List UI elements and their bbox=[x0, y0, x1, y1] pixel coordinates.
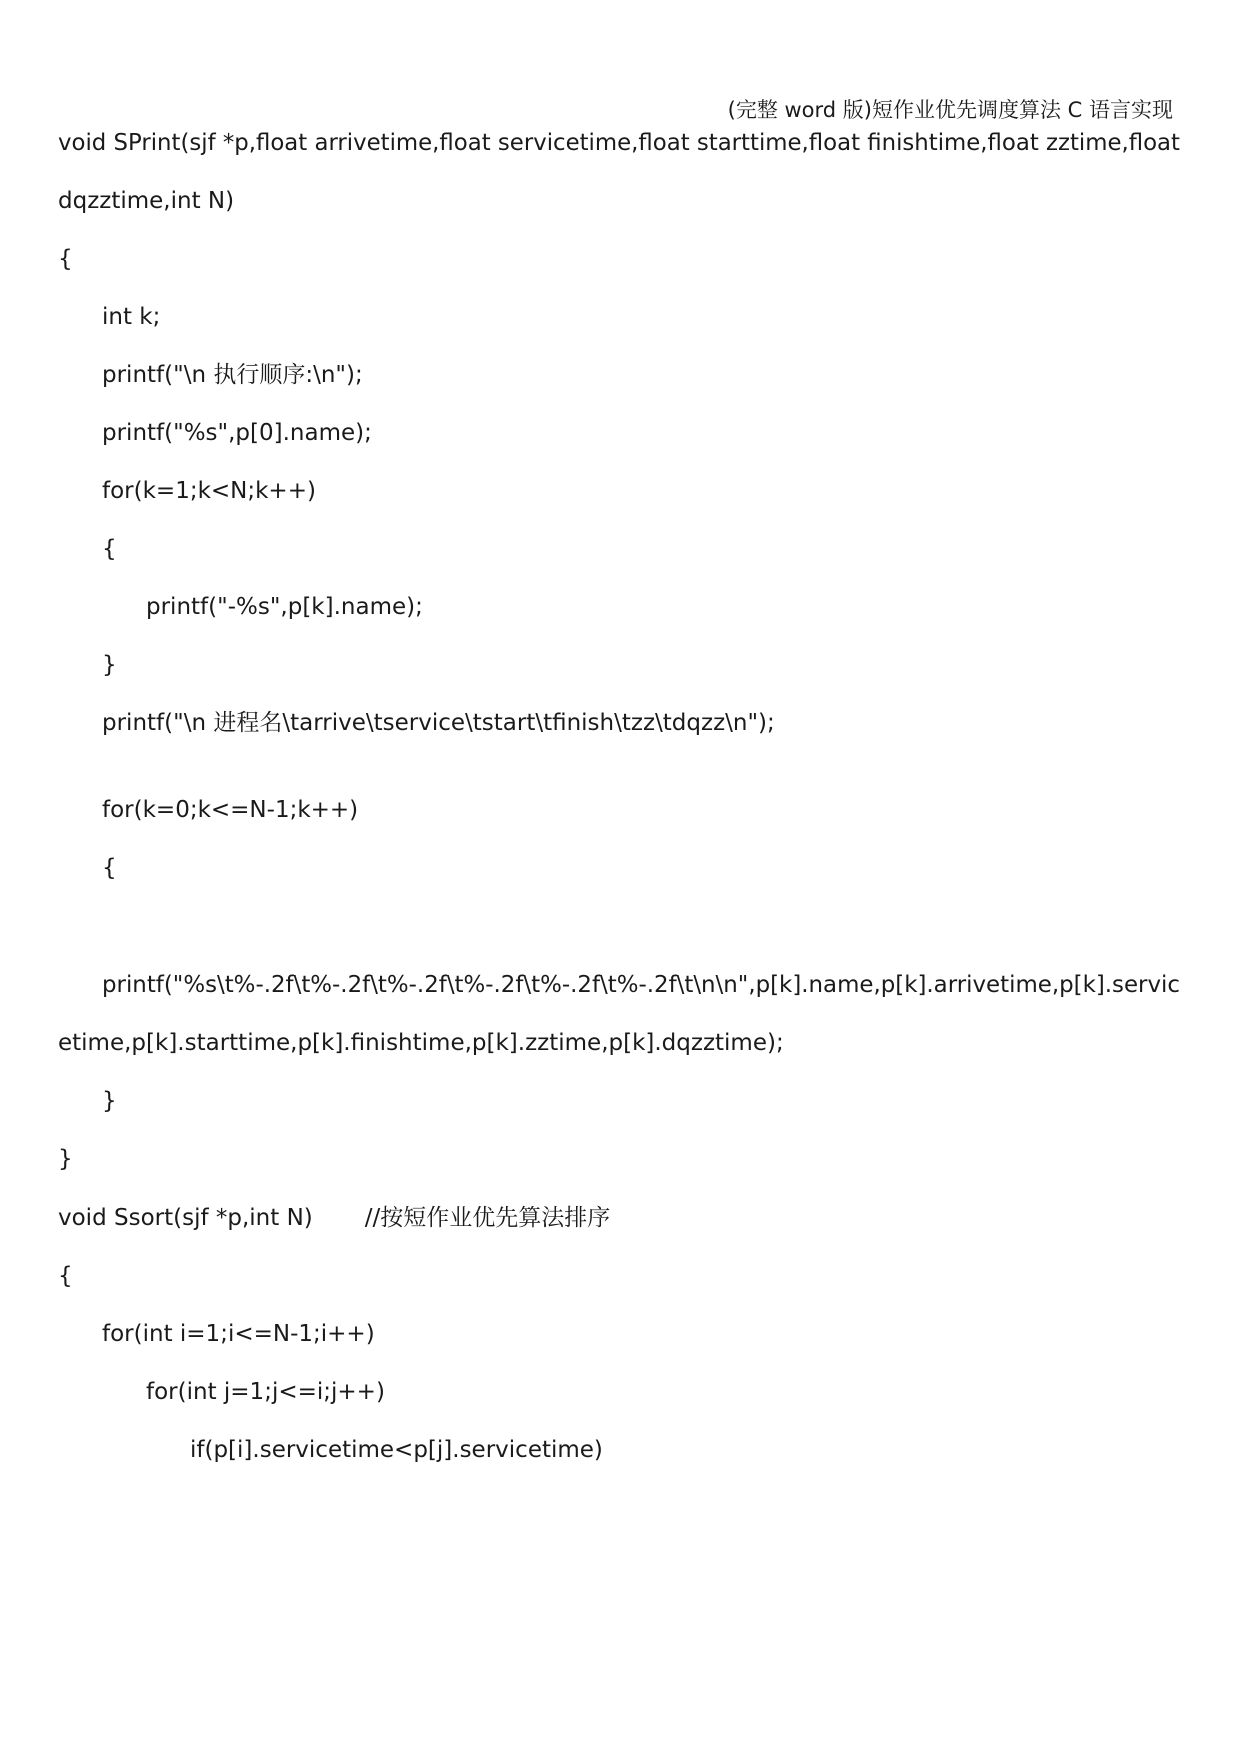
code-brace-open: { bbox=[58, 1263, 73, 1289]
ssort-comment: //按短作业优先算法排序 bbox=[364, 1205, 611, 1231]
code-brace-open: { bbox=[102, 855, 117, 881]
code-line-printf-row-1: printf("%s\t%-.2f\t%-.2f\t%-.2f\t%-.2f\t%-.2f\t%-.2f\t\n\n",p[k].name,p[k].arrivetime,p[k].servic bbox=[102, 972, 1180, 998]
code-line-for-k0: for(k=0;k<=N-1;k++) bbox=[102, 797, 359, 823]
code-line-if-service: if(p[i].servicetime<p[j].servicetime) bbox=[190, 1437, 603, 1463]
code-line-printf-row-2: etime,p[k].starttime,p[k].finishtime,p[k].zztime,p[k].dqzztime); bbox=[58, 1030, 784, 1056]
code-line-printf-first: printf("%s",p[0].name); bbox=[102, 420, 372, 446]
code-line-printf-dash: printf("-%s",p[k].name); bbox=[146, 594, 423, 620]
code-brace-close: } bbox=[102, 652, 117, 678]
ssort-signature bbox=[58, 1203, 610, 1233]
sprint-signature-line1: void SPrint(sjf *p,float arrivetime,float servicetime,float starttime,float finishtime,float zztime,float bbox=[58, 130, 1180, 156]
code-line-for-k1: for(k=1;k<N;k++) bbox=[102, 478, 316, 504]
ssort-signature-code: void Ssort(sjf *p,int N) bbox=[58, 1205, 313, 1231]
code-line-for-i: for(int i=1;i<=N-1;i++) bbox=[102, 1321, 375, 1347]
code-line-printf-header: printf("\n 进程名\tarrive\tservice\tstart\tfinish\tzz\tdqzz\n"); bbox=[102, 710, 775, 736]
sprint-signature-line2: dqzztime,int N) bbox=[58, 188, 235, 214]
code-line-for-j: for(int j=1;j<=i;j++) bbox=[146, 1379, 385, 1405]
code-brace-close: } bbox=[58, 1146, 73, 1172]
code-line-int-k: int k; bbox=[102, 304, 161, 330]
code-brace-close: } bbox=[102, 1088, 117, 1114]
code-brace-open: { bbox=[58, 246, 73, 272]
code-line-printf-order: printf("\n 执行顺序:\n"); bbox=[102, 362, 363, 388]
code-brace-open: { bbox=[102, 536, 117, 562]
page-header: (完整 word 版)短作业优先调度算法 C 语言实现 bbox=[727, 98, 1173, 122]
